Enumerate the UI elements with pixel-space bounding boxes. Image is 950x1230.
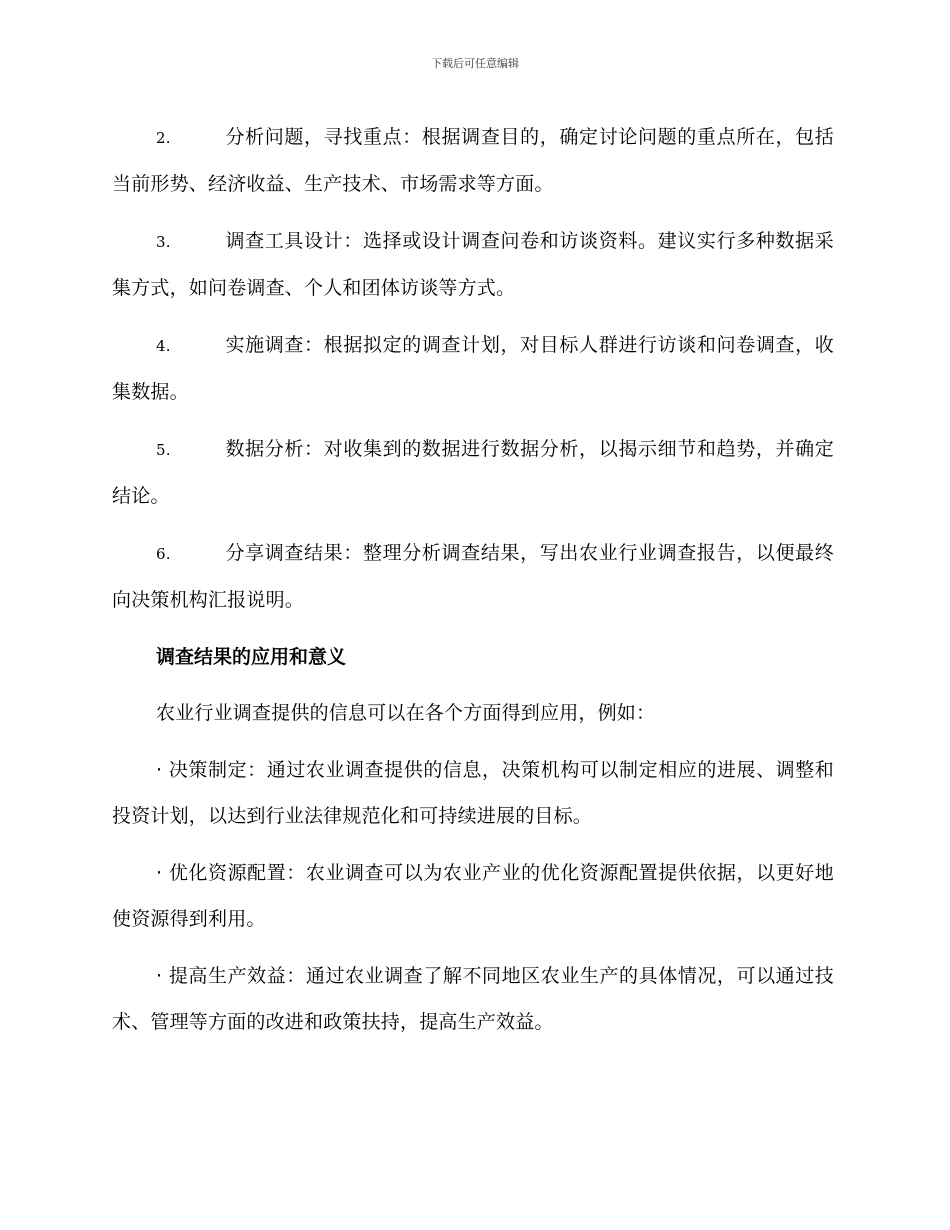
step-text: 分享调查结果：整理分析调查结果，写出农业行业调查报告，以便最终向决策机构汇报说明。: [112, 542, 834, 611]
step-text: 分析问题，寻找重点：根据调查目的，确定讨论问题的重点所在，包括当前形势、经济收益、生产技术、市场需求等方面。: [112, 126, 834, 195]
step-number: 3.: [156, 233, 171, 251]
page-header: 下载后可任意编辑: [431, 57, 519, 70]
step-number: 6.: [156, 545, 171, 563]
bullet-paragraph: · 决策制定：通过农业调查提供的信息，决策机构可以制定相应的进展、调整和投资计划，以达到行业法律规范化和可持续进展的目标。: [112, 759, 834, 827]
step-text: 调查工具设计：选择或设计调查问卷和访谈资料。建议实行多种数据采集方式，如问卷调查、个人和团体访谈等方式。: [112, 230, 834, 299]
bullet-paragraph: · 优化资源配置：农业调查可以为农业产业的优化资源配置提供依据，以更好地使资源得到利用。: [112, 862, 834, 930]
step-number: 2.: [156, 129, 171, 147]
step-paragraph: [112, 322, 834, 415]
section-intro: 农业行业调查提供的信息可以在各个方面得到应用，例如：: [156, 702, 656, 724]
document-body: [112, 114, 834, 1056]
step-paragraph: [112, 426, 834, 519]
step-paragraph: [112, 114, 834, 207]
step-paragraph: [112, 218, 834, 311]
section-heading: 调查结果的应用和意义: [156, 646, 347, 668]
step-number: 4.: [156, 337, 171, 355]
step-paragraph: [112, 530, 834, 623]
step-number: 5.: [156, 441, 171, 459]
step-text: 实施调查：根据拟定的调查计划，对目标人群进行访谈和问卷调查，收集数据。: [112, 334, 834, 403]
bullet-paragraph: · 提高生产效益：通过农业调查了解不同地区农业生产的具体情况，可以通过技术、管理等方面的改进和政策扶持，提高生产效益。: [112, 965, 834, 1033]
step-text: 数据分析：对收集到的数据进行数据分析，以揭示细节和趋势，并确定结论。: [112, 438, 834, 507]
